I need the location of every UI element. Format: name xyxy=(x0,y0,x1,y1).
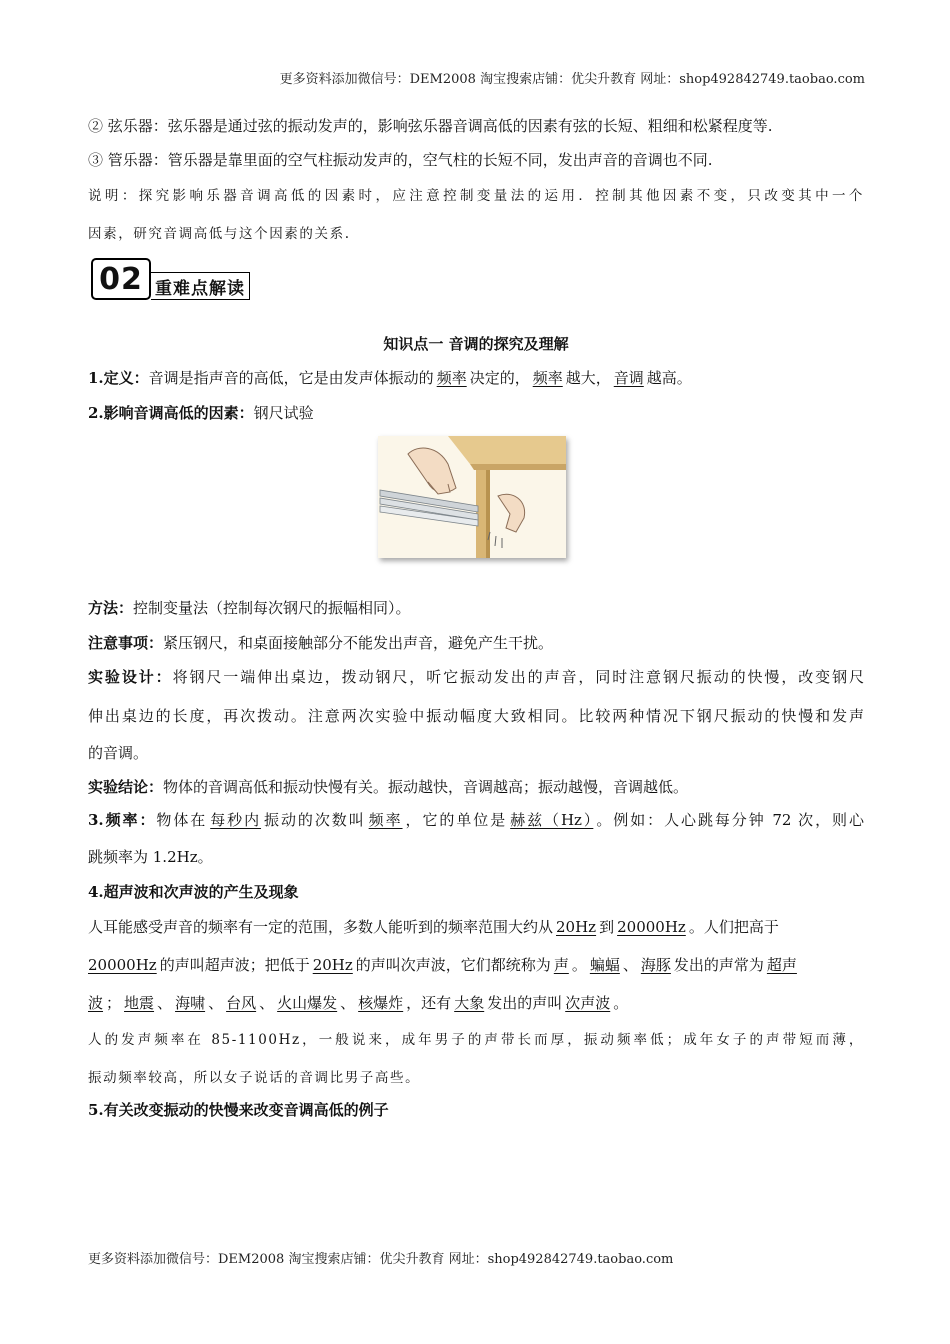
answer-blank: 频率 xyxy=(368,811,403,829)
frequency-line-1 xyxy=(88,808,864,832)
method-text: 控制变量法（控制每次钢尺的振幅相同）。 xyxy=(133,599,411,617)
answer-blank: 频率 xyxy=(436,369,467,387)
notice-text: 紧压钢尺，和桌面接触部分不能发出声音，避免产生干扰。 xyxy=(163,634,554,652)
frequency-text: 。例如：人心跳每分钟 72 次，则心 xyxy=(596,811,864,829)
page-footer: 更多资料添加微信号：DEM2008 淘宝搜索店铺：优尖升教育 网址：shop492842749.taobao.com xyxy=(88,1252,674,1267)
notice-line xyxy=(88,631,864,655)
note-line-1: 说明：探究影响乐器音调高低的因素时，应注意控制变量法的运用．控制其他因素不变，只改变其中一个 xyxy=(88,188,864,204)
conclusion-label: 实验结论： xyxy=(88,778,164,796)
answer-blank: 火山爆发 xyxy=(277,994,338,1012)
ultrasound-text: 、 xyxy=(259,994,275,1012)
ultrasound-text: 到 xyxy=(599,918,615,936)
ultrasound-text: 、 xyxy=(622,956,638,974)
answer-blank: 超声 xyxy=(766,956,797,974)
ultrasound-text: 、 xyxy=(157,994,173,1012)
answer-blank: 20Hz xyxy=(312,956,353,974)
definition-line xyxy=(88,366,864,390)
answer-blank: 次声波 xyxy=(565,994,611,1012)
voice-note-line-1: 人的发声频率在 85-1100Hz，一般说来，成年男子的声带长而厚，振动频率低；成年女子的声带短而薄， xyxy=(88,1032,864,1048)
answer-blank: 20Hz xyxy=(556,918,597,936)
design-line-3: 的音调。 xyxy=(88,744,149,762)
conclusion-line xyxy=(88,775,864,799)
ultrasound-text: 。人们把高于 xyxy=(688,918,779,936)
answer-blank: 赫兹（Hz） xyxy=(510,811,594,829)
design-text: 将钢尺一端伸出桌边，拨动钢尺，听它振动发出的声音，同时注意钢尺振动的快慢，改变钢尺 xyxy=(172,668,864,686)
ultrasound-text: 人耳能感受声音的频率有一定的范围，多数人能听到的频率范围大约从 xyxy=(88,918,554,936)
string-instruments-line: ② 弦乐器：弦乐器是通过弦的振动发声的，影响弦乐器音调高低的因素有弦的长短、粗细和松紧程度等. xyxy=(88,117,773,135)
ultrasound-text: 发出的声常为 xyxy=(673,956,764,974)
definition-text: 越大， xyxy=(565,369,611,387)
knowledge-title: 知识点一 音调的探究及理解 xyxy=(383,335,569,353)
answer-blank: 20000Hz xyxy=(88,956,157,974)
frequency-line-2: 跳频率为 1.2Hz。 xyxy=(88,848,213,866)
ultrasound-text: 。 xyxy=(571,956,587,974)
factors-text: 钢尺试验 xyxy=(253,404,314,422)
answer-blank: 地震 xyxy=(124,994,155,1012)
steel-ruler-illustration xyxy=(378,436,566,558)
answer-blank: 海豚 xyxy=(640,956,671,974)
ultrasound-text: 。 xyxy=(613,994,629,1012)
voice-note-line-2: 振动频率较高，所以女子说话的音调比男子高些。 xyxy=(88,1070,421,1086)
ultrasound-line-1 xyxy=(88,915,864,939)
section-badge xyxy=(91,258,250,300)
definition-label: 1.定义： xyxy=(88,369,149,387)
answer-blank: 20000Hz xyxy=(617,918,686,936)
frequency-text: ，它的单位是 xyxy=(405,811,508,829)
answer-blank: 声 xyxy=(553,956,569,974)
definition-text: 决定的， xyxy=(469,369,530,387)
design-line-1 xyxy=(88,665,864,689)
answer-blank: 音调 xyxy=(613,369,644,387)
notice-label: 注意事项： xyxy=(88,634,164,652)
ultrasound-text: 的声叫次声波，它们都统称为 xyxy=(355,956,551,974)
definition-text: 音调是指声音的高低，它是由发声体振动的 xyxy=(148,369,434,387)
factors-line xyxy=(88,401,864,425)
answer-blank: 大象 xyxy=(454,994,485,1012)
answer-blank: 核爆炸 xyxy=(358,994,404,1012)
frequency-text: 振动的次数叫 xyxy=(264,811,366,829)
ultrasound-line-3 xyxy=(88,991,864,1015)
ultrasound-text: 发出的声叫 xyxy=(487,994,563,1012)
factors-label: 2.影响音调高低的因素： xyxy=(88,404,254,422)
answer-blank: 每秒内 xyxy=(210,811,262,829)
wind-instruments-line: ③ 管乐器：管乐器是靠里面的空气柱振动发声的，空气柱的长短不同，发出声音的音调也不同. xyxy=(88,151,713,169)
ultrasound-text: ，还有 xyxy=(406,994,452,1012)
ultrasound-heading: 4.超声波和次声波的产生及现象 xyxy=(88,883,299,901)
section-number: 02 xyxy=(91,258,151,300)
conclusion-text: 物体的音调高低和振动快慢有关。振动越快，音调越高；振动越慢，音调越低。 xyxy=(163,778,689,796)
frequency-text: 物体在 xyxy=(156,811,208,829)
page-header: 更多资料添加微信号：DEM2008 淘宝搜索店铺：优尖升教育 网址：shop492842749.taobao.com xyxy=(279,72,865,87)
ultrasound-line-2 xyxy=(88,953,864,977)
answer-blank: 蝙蝠 xyxy=(589,956,620,974)
method-label: 方法： xyxy=(88,599,134,617)
section-title: 重难点解读 xyxy=(151,272,250,300)
design-label: 实验设计： xyxy=(88,668,173,686)
answer-blank: 频率 xyxy=(532,369,563,387)
frequency-label: 3.频率： xyxy=(88,811,157,829)
design-line-2: 伸出桌边的长度，再次拨动。注意两次实验中振动幅度大致相同。比较两种情况下钢尺振动的快慢和发声 xyxy=(88,707,864,725)
answer-blank: 台风 xyxy=(226,994,257,1012)
definition-text: 越高。 xyxy=(646,369,692,387)
answer-blank: 海啸 xyxy=(175,994,206,1012)
answer-blank: 波 xyxy=(88,994,104,1012)
ultrasound-text: 的声叫超声波；把低于 xyxy=(159,956,310,974)
section5-heading: 5.有关改变振动的快慢来改变音调高低的例子 xyxy=(88,1101,389,1119)
ultrasound-text: 、 xyxy=(340,994,356,1012)
method-line xyxy=(88,596,864,620)
ultrasound-text: 、 xyxy=(208,994,224,1012)
ultrasound-text: ； xyxy=(106,994,122,1012)
note-line-2: 因素，研究音调高低与这个因素的关系. xyxy=(88,226,351,242)
